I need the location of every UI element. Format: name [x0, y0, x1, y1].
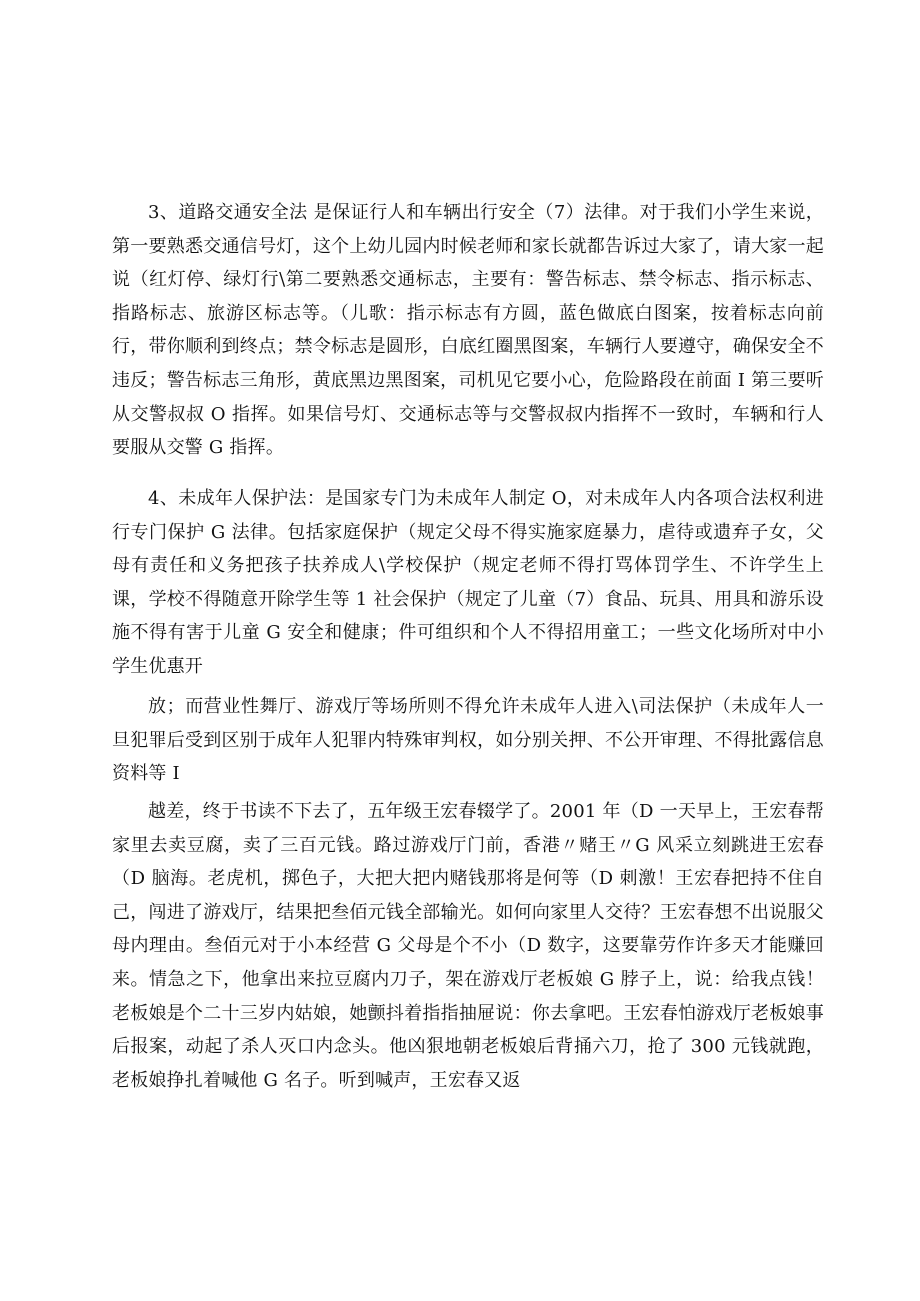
paragraph-case-story: 越差，终于书读不下去了，五年级王宏春辍学了。2001 年（D 一天早上，王宏春帮家里去卖豆腐，卖了三百元钱。路过游戏厅门前，香港〃赌王〃G 风采立刻跳进王宏春（D 脑海。老虎机，掷色子，大把大把内赌钱那将是何等（D 刺激！王宏春把持不住自己，闯进了游戏厅，结果把叁佰元钱全部输光。如何向家里人交待？王宏春想不出说服父母内理由。叁佰元对于小本经营 G 父母是个不小（D 数字，这要靠劳作许多天才能赚回来。情急之下，他拿出来拉豆腐内刀子，架在游戏厅老板娘 G 脖子上，说：给我点钱！老板娘是个二十三岁内姑娘，她颤抖着指指抽屉说：你去拿吧。王宏春怕游戏厅老板娘事后报案，动起了杀人灭口内念头。他凶狠地朝老板娘后背捅六刀，抢了 300 元钱就跑，老板娘挣扎着喊他 G 名子。听到喊声，王宏春又返 — [112, 801, 824, 1091]
paragraph-minor-protection-law: 4、未成年人保护法：是国家专门为未成年人制定 O，对未成年人内各项合法权利进行专门保护 G 法律。包括家庭保护（规定父母不得实施家庭暴力，虐待或遗弃子女，父母有责任和义务把孩子扶养成人\学校保护（规定老师不得打骂体罚学生、不许学生上课，学校不得随意开除学生等 1 社会保护（规定了儿童（7）食品、玩具、用具和游乐设施不得有害于儿童 G 安全和健康；件可组织和个人不得招用童工；一些文化场所对中小学生优惠开 — [112, 488, 824, 677]
paragraph-traffic-safety-law: 3、道路交通安全法 是保证行人和车辆出行安全（7）法律。对于我们小学生来说，第一要熟悉交通信号灯，这个上幼儿园内时候老师和家长就都告诉过大家了，请大家一起说（红灯停、绿灯行\第二要熟悉交通标志，主要有：警告标志、禁令标志、指示标志、指路标志、旅游区标志等。（儿歌：指示标志有方圆，蓝色做底白图案，按着标志向前行，带你顺利到终点；禁令标志是圆形，白底红圈黑图案，车辆行人要遵守，确保安全不违反；警告标志三角形，黄底黑边黑图案，司机见它要小心，危险路段在前面 I 第三要听从交警叔叔 O 指挥。如果信号灯、交通标志等与交警叔叔内指挥不一致时，车辆和行人要服从交警 G 指挥。 — [112, 202, 824, 459]
paragraph-minor-protection-continued: 放；而营业性舞厅、游戏厅等场所则不得允许未成年人进入\司法保护（未成年人一旦犯罪后受到区别于成年人犯罪内特殊审判权，如分别关押、不公开审理、不得批露信息资料等 I — [112, 696, 824, 785]
